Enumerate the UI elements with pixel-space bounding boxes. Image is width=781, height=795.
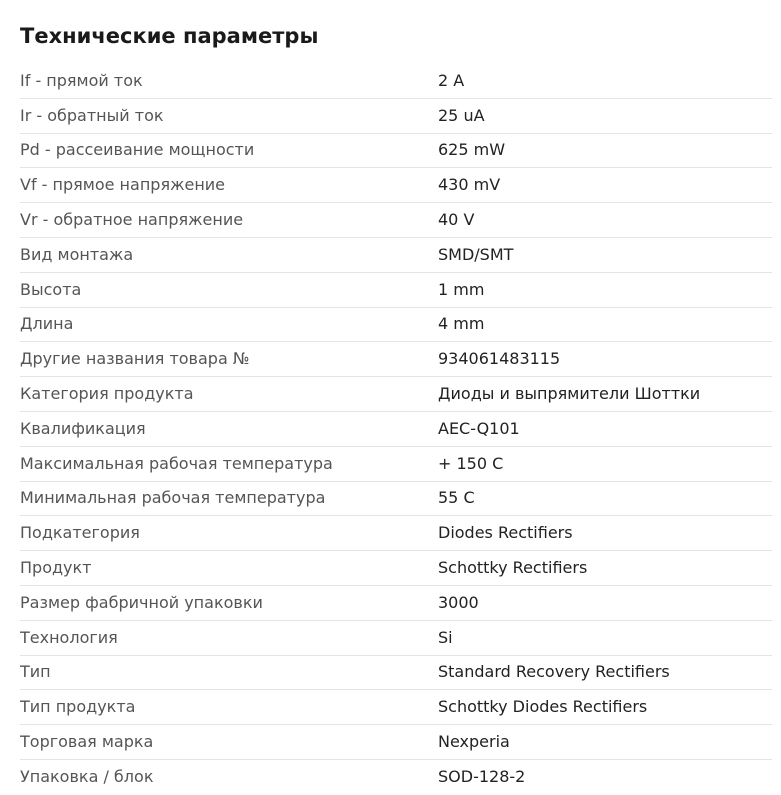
param-name: Другие названия товара № xyxy=(20,349,250,369)
param-name: If - прямой ток xyxy=(20,70,143,90)
param-value: 430 mV xyxy=(438,175,501,195)
table-row xyxy=(20,273,772,308)
param-name: Вид монтажа xyxy=(20,244,134,264)
param-name: Продукт xyxy=(20,558,92,578)
table-row xyxy=(20,482,772,517)
param-name: Pd - рассеивание мощности xyxy=(20,140,255,160)
table-row xyxy=(20,238,772,273)
param-value: 2 A xyxy=(438,70,465,90)
param-value: Standard Recovery Rectifiers xyxy=(438,662,670,682)
param-name: Длина xyxy=(20,314,74,334)
param-name: Подкатегория xyxy=(20,523,140,543)
param-value: Диоды и выпрямители Шоттки xyxy=(438,384,701,404)
table-row xyxy=(20,64,772,99)
table-row xyxy=(20,412,772,447)
table-row xyxy=(20,134,772,169)
param-value: 25 uA xyxy=(438,105,485,125)
table-row xyxy=(20,725,772,760)
param-value: SMD/SMT xyxy=(438,244,514,264)
param-value: Schottky Diodes Rectifiers xyxy=(438,697,648,717)
param-value: + 150 C xyxy=(438,453,504,473)
param-value: 4 mm xyxy=(438,314,485,334)
table-row xyxy=(20,690,772,725)
param-value: AEC-Q101 xyxy=(438,418,520,438)
table-row xyxy=(20,203,772,238)
table-row xyxy=(20,586,772,621)
param-value: Nexperia xyxy=(438,732,510,752)
param-name: Vr - обратное напряжение xyxy=(20,210,244,230)
param-name: Vf - прямое напряжение xyxy=(20,175,226,195)
table-row xyxy=(20,621,772,656)
param-name: Ir - обратный ток xyxy=(20,105,164,125)
param-value: 1 mm xyxy=(438,279,485,299)
param-value: 40 V xyxy=(438,210,475,230)
table-row xyxy=(20,377,772,412)
param-value: Si xyxy=(438,627,453,647)
table-row xyxy=(20,168,772,203)
table-row xyxy=(20,516,772,551)
param-value: 55 C xyxy=(438,488,475,508)
param-name: Высота xyxy=(20,279,82,299)
param-value: 625 mW xyxy=(438,140,506,160)
param-name: Категория продукта xyxy=(20,384,194,404)
table-row xyxy=(20,447,772,482)
section-title: Технические параметры xyxy=(20,24,319,48)
param-value: Diodes Rectifiers xyxy=(438,523,573,543)
param-value: 934061483115 xyxy=(438,349,561,369)
param-name: Технология xyxy=(20,627,118,647)
table-row xyxy=(20,342,772,377)
table-row xyxy=(20,308,772,343)
param-name: Упаковка / блок xyxy=(20,767,154,787)
param-name: Квалификация xyxy=(20,418,146,438)
param-value: 3000 xyxy=(438,592,479,612)
table-row xyxy=(20,760,772,795)
param-name: Максимальная рабочая температура xyxy=(20,453,333,473)
param-value: SOD-128-2 xyxy=(438,767,526,787)
specs-table xyxy=(20,64,772,795)
table-row xyxy=(20,551,772,586)
table-row xyxy=(20,656,772,691)
param-name: Торговая марка xyxy=(20,732,154,752)
param-value: Schottky Rectifiers xyxy=(438,558,588,578)
param-name: Тип xyxy=(20,662,51,682)
param-name: Размер фабричной упаковки xyxy=(20,592,263,612)
table-row xyxy=(20,99,772,134)
param-name: Минимальная рабочая температура xyxy=(20,488,326,508)
param-name: Тип продукта xyxy=(20,697,136,717)
